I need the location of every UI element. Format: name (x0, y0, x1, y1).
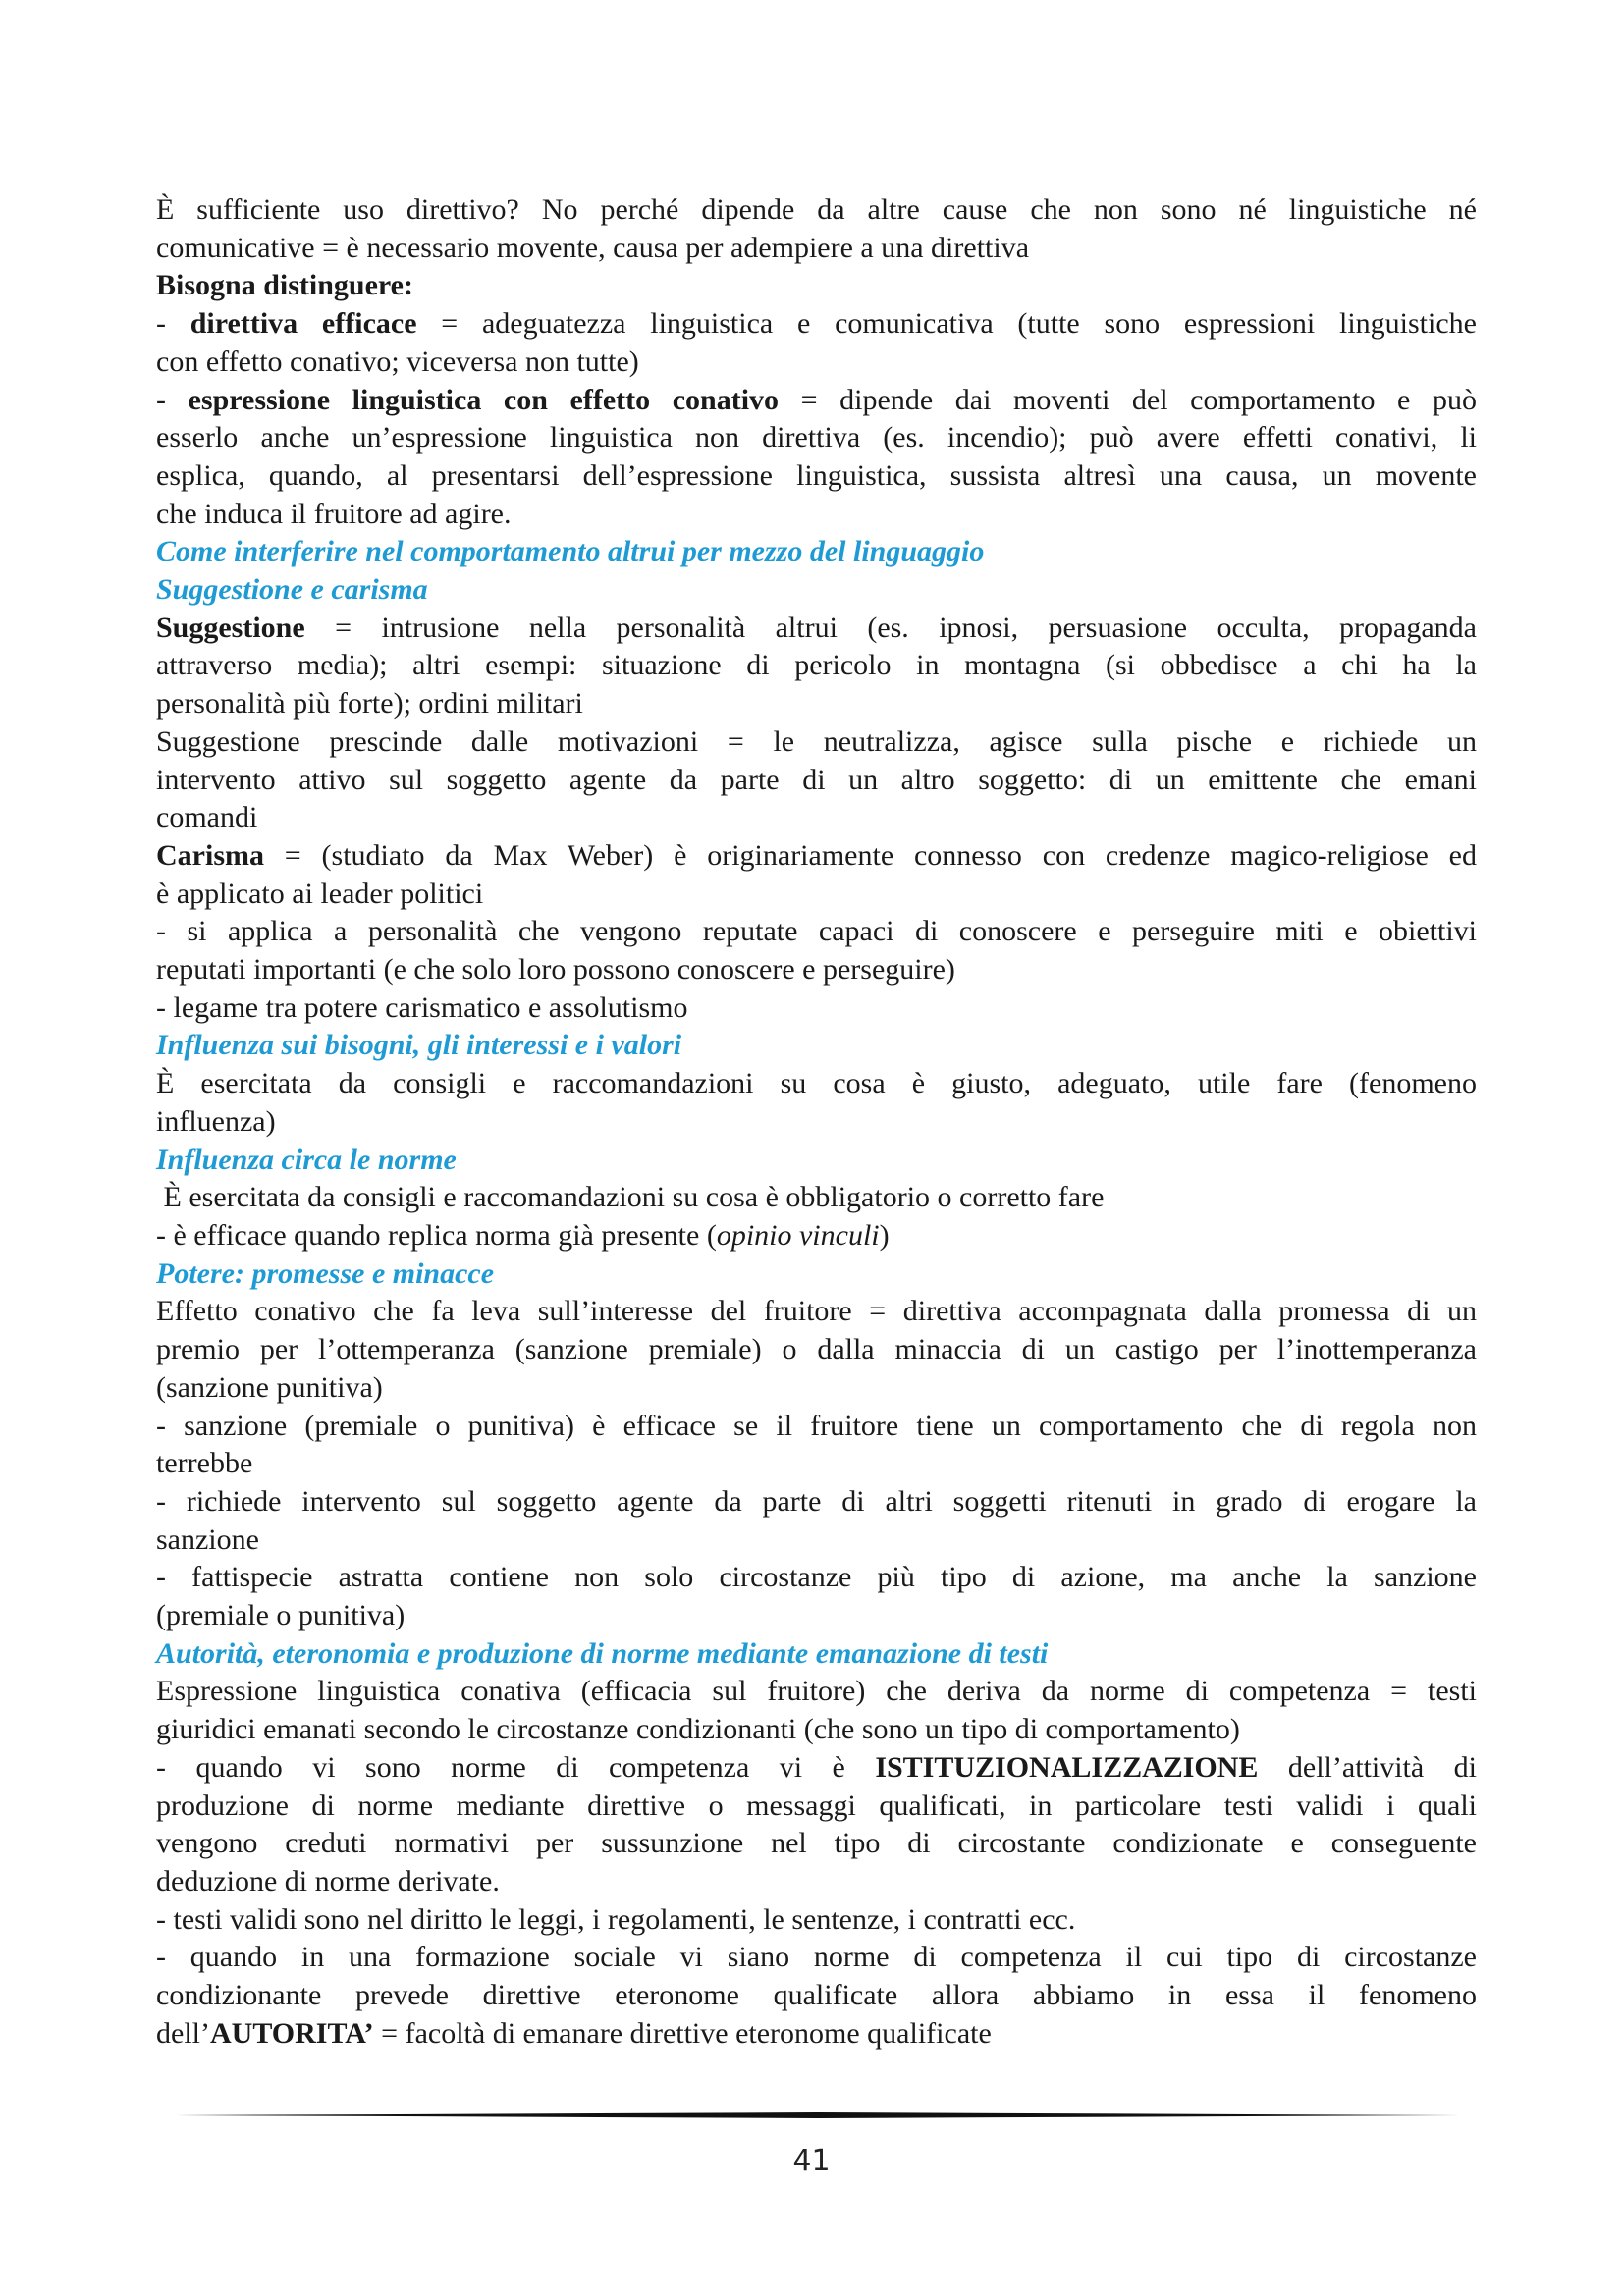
subsection-heading: Influenza circa le norme (156, 1143, 457, 1176)
text-line: Espressione linguistica conativa (efficacia sul fruitore) che deriva da norme di competenza = testi (156, 1675, 1477, 1708)
text-fragment: = facoltà di emanare direttive eteronome qualificate (373, 2016, 992, 2050)
latin-term: opinio vinculi (716, 1218, 880, 1252)
text-line: personalità più forte); ordini militari (156, 687, 583, 721)
text-line: è applicato ai leader politici (156, 877, 484, 910)
text-line: - legame tra potere carismatico e assolutismo (156, 990, 688, 1024)
text-line: - testi validi sono nel diritto le leggi, i regolamenti, le sentenze, i contratti ecc. (156, 1902, 1076, 1936)
term-espressione-linguistica: espressione linguistica con effetto conativo (188, 383, 780, 416)
bold-label: Bisogna distinguere: (156, 269, 413, 302)
page-number: 41 (792, 2144, 831, 2178)
text-line (156, 610, 1477, 648)
text-fragment: = (studiato da Max Weber) è originariamente connesso con credenze magico-religiose ed (263, 838, 1477, 872)
text-fragment: = adeguatezza linguistica e comunicativa (tutte sono espressioni linguistiche (416, 307, 1477, 341)
text-line: intervento attivo sul soggetto agente da parte di un altro soggetto: di un emittente che emani (156, 763, 1477, 796)
text-line (156, 1217, 1477, 1255)
text-fragment: - quando vi sono norme di competenza vi è (156, 1750, 876, 1784)
text-fragment: dell’attività di (1258, 1750, 1477, 1784)
term-direttiva-efficace: direttiva efficace (189, 307, 417, 341)
text-line: È sufficiente uso direttivo? No perché dipende da altre cause che non sono né linguistiche né (156, 193, 1477, 226)
text-fragment: ) (879, 1218, 890, 1252)
section-heading: Come interferire nel comportamento altrui per mezzo del linguaggio (156, 535, 985, 568)
text-line: deduzione di norme derivate. (156, 1864, 500, 1897)
text-line: - fattispecie astratta contiene non solo circostanze più tipo di azione, ma anche la sanzione (156, 1561, 1477, 1594)
term-carisma: Carisma (156, 838, 264, 872)
text-line: Effetto conativo che fa leva sull’interesse del fruitore = direttiva accompagnata dalla promessa di un (156, 1295, 1477, 1328)
text-line: con effetto conativo; viceversa non tutte) (156, 345, 639, 378)
text-line: reputati importanti (e che solo loro possono conoscere e perseguire) (156, 953, 955, 987)
text-line: che induca il fruitore ad agire. (156, 497, 512, 530)
text-line: - richiede intervento sul soggetto agente da parte di altri soggetti ritenuti in grado di erogare la (156, 1484, 1477, 1518)
text-line: comunicative = è necessario movente, causa per adempiere a una direttiva (156, 231, 1030, 264)
text-line (156, 2015, 1477, 2054)
term-suggestione: Suggestione (156, 611, 305, 644)
text-fragment: = intrusione nella personalità altrui (es. ipnosi, persuasione occulta, propaganda (304, 611, 1477, 644)
text-line: esserlo anche un’espressione linguistica non direttiva (es. incendio); può avere effetti conativi, li (156, 421, 1477, 454)
text-line: attraverso media); altri esempi: situazione di pericolo in montagna (si obbedisce a chi ha la (156, 649, 1477, 682)
text-line: È esercitata da consigli e raccomandazioni su cosa è obbligatorio o corretto fare (156, 1181, 1105, 1214)
text-line: terrebbe (156, 1447, 253, 1480)
section-label (156, 267, 1477, 305)
text-fragment: - (156, 307, 190, 341)
text-line: È esercitata da consigli e raccomandazioni su cosa è giusto, adeguato, utile fare (fenomeno (156, 1067, 1477, 1100)
text-fragment: - (156, 383, 189, 416)
text-line: sanzione (156, 1522, 259, 1556)
text-line: (premiale o punitiva) (156, 1599, 406, 1632)
text-line: produzione di norme mediante direttive o messaggi qualificati, in particolare testi validi i quali (156, 1789, 1477, 1822)
term-istituzionalizzazione: ISTITUZIONALIZZAZIONE (875, 1750, 1259, 1784)
text-line: vengono creduti normativi per sussunzione nel tipo di circostante condizionate e conseguente (156, 1827, 1477, 1860)
subsection-heading: Potere: promesse e minacce (156, 1256, 495, 1290)
text-line (156, 382, 1477, 420)
text-line: esplica, quando, al presentarsi dell’espressione linguistica, sussista altresì una causa, un movente (156, 458, 1477, 492)
text-fragment: = dipende dai moventi del comportamento e può (779, 383, 1477, 416)
text-line: comandi (156, 801, 258, 834)
text-line (156, 1749, 1477, 1788)
text-line (156, 305, 1477, 344)
text-line: condizionante prevede direttive eteronome qualificate allora abbiamo in essa il fenomeno (156, 1979, 1477, 2012)
text-fragment: - è efficace quando replica norma già presente ( (156, 1218, 717, 1252)
document-body (156, 191, 1477, 2053)
text-fragment: dell’ (156, 2016, 210, 2050)
text-line: premio per l’ottemperanza (sanzione premiale) o dalla minaccia di un castigo per l’inottemperanza (156, 1333, 1477, 1366)
text-line: - si applica a personalità che vengono reputate capaci di conoscere e perseguire miti e obiettivi (156, 915, 1477, 948)
text-line: giuridici emanati secondo le circostanze condizionanti (che sono un tipo di comportamento) (156, 1713, 1240, 1746)
text-line: influenza) (156, 1104, 276, 1138)
text-line: (sanzione punitiva) (156, 1370, 383, 1404)
text-line: - sanzione (premiale o punitiva) è efficace se il fruitore tiene un comportamento che di regola non (156, 1409, 1477, 1442)
term-autorita: AUTORITA’ (209, 2016, 374, 2050)
text-line: - quando in una formazione sociale vi siano norme di competenza il cui tipo di circostanze (156, 1941, 1477, 1974)
footer-divider (175, 2112, 1461, 2118)
subsection-heading: Influenza sui bisogni, gli interessi e i valori (156, 1029, 682, 1062)
text-line (156, 837, 1477, 876)
subsection-heading: Autorità, eteronomia e produzione di norme mediante emanazione di testi (156, 1636, 1049, 1670)
subsection-heading: Suggestione e carisma (156, 573, 428, 607)
text-line: Suggestione prescinde dalle motivazioni = le neutralizza, agisce sulla pische e richiede un (156, 724, 1477, 758)
